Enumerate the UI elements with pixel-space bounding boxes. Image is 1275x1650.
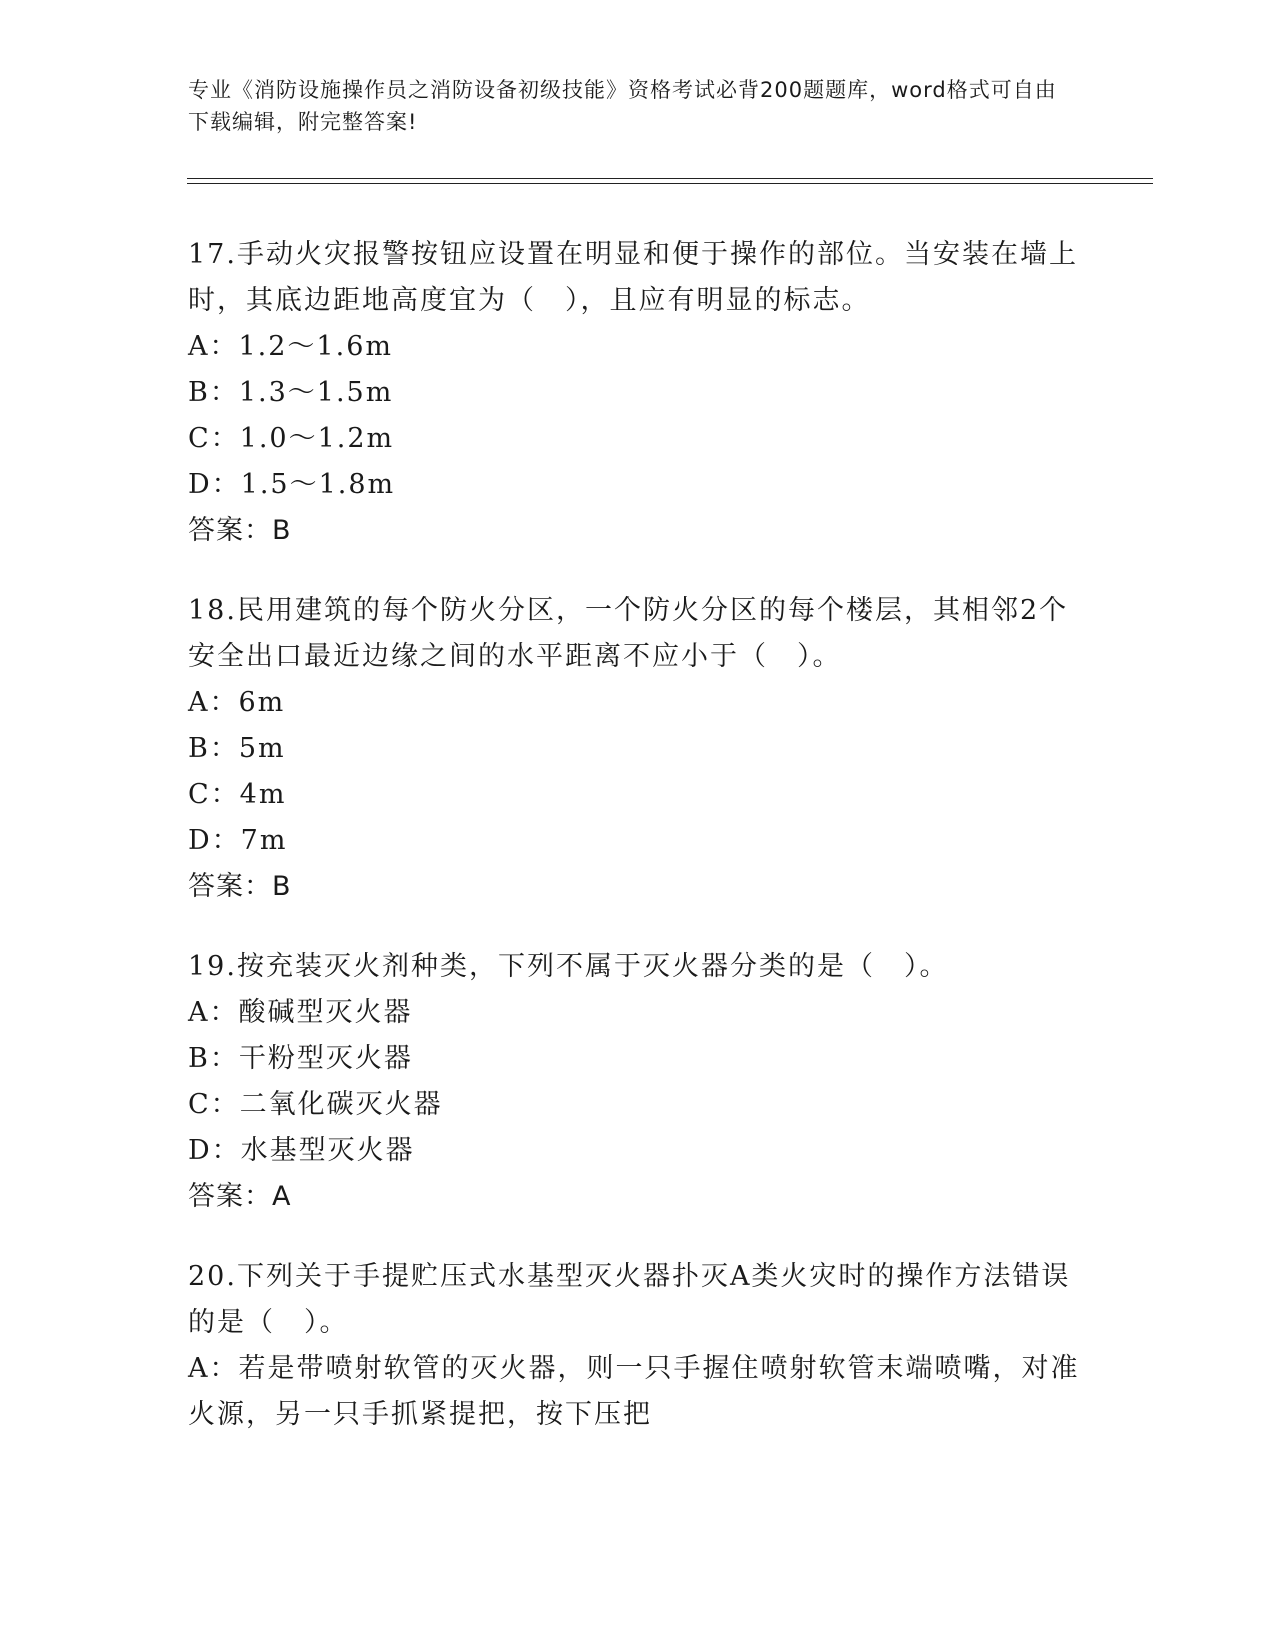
option-c: C：二氧化碳灭火器 (188, 1089, 443, 1120)
question-list (188, 232, 1088, 1472)
question-18 (188, 588, 1088, 910)
question-17 (188, 232, 1088, 554)
document-title: 专业《消防设施操作员之消防设备初级技能》资格考试必背200题题库，word格式可自由下载编辑，附完整答案! (188, 78, 1057, 134)
question-stem: 19.按充装灭火剂种类，下列不属于灭火器分类的是（ ）。 (188, 951, 949, 982)
option-b: B：1.3～1.5m (188, 377, 394, 408)
answer: 答案：A (188, 1181, 292, 1212)
answer: 答案：B (188, 515, 292, 546)
document-header (188, 74, 1068, 138)
answer: 答案：B (188, 871, 292, 902)
option-a: A：6m (188, 687, 286, 718)
question-stem: 18.民用建筑的每个防火分区，一个防火分区的每个楼层，其相邻2个安全出口最近边缘之间的水平距离不应小于（ ）。 (188, 595, 1069, 672)
option-c: C：4m (188, 779, 287, 810)
option-a: A：1.2～1.6m (188, 331, 393, 362)
header-divider-top (187, 178, 1153, 179)
option-d: D：7m (188, 825, 288, 856)
question-stem: 17.手动火灾报警按钮应设置在明显和便于操作的部位。当安装在墙上时，其底边距地高度宜为（ ），且应有明显的标志。 (188, 239, 1078, 316)
option-d: D：1.5～1.8m (188, 469, 396, 500)
question-stem: 20.下列关于手提贮压式水基型灭火器扑灭A类火灾时的操作方法错误的是（ ）。 (188, 1261, 1071, 1338)
option-d: D：水基型灭火器 (188, 1135, 415, 1166)
header-divider-bottom (187, 183, 1153, 184)
option-b: B：干粉型灭火器 (188, 1043, 413, 1074)
option-a: A：酸碱型灭火器 (188, 997, 413, 1028)
question-20 (188, 1254, 1088, 1438)
option-a: A：若是带喷射软管的灭火器，则一只手握住喷射软管末端喷嘴，对准火源，另一只手抓紧提把，按下压把 (188, 1353, 1080, 1430)
question-19 (188, 944, 1088, 1220)
option-c: C：1.0～1.2m (188, 423, 395, 454)
option-b: B：5m (188, 733, 286, 764)
